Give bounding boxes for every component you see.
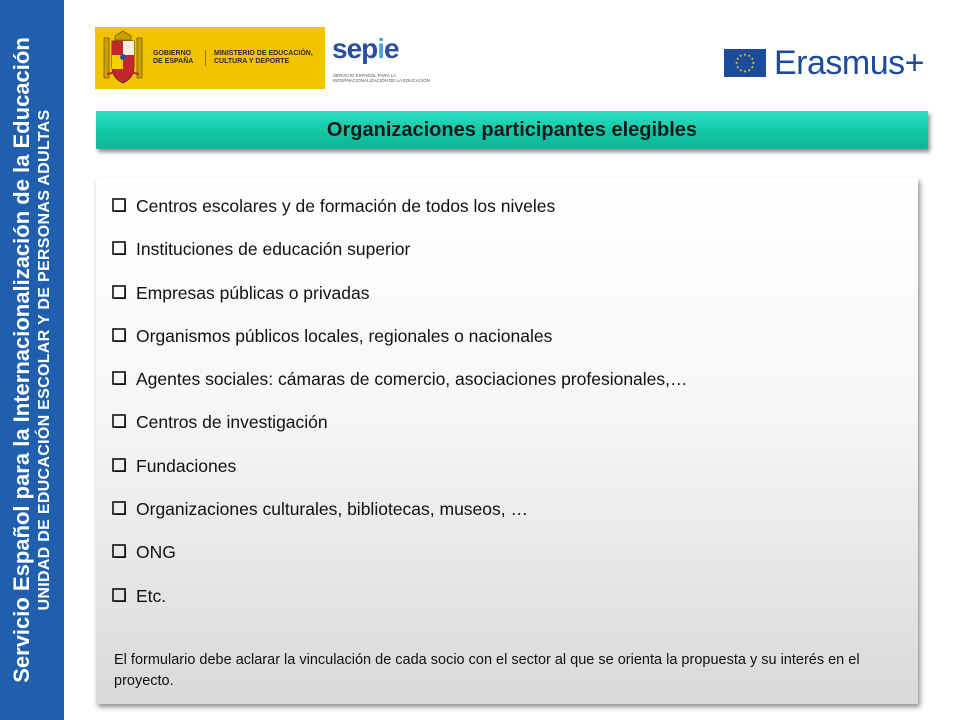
checkbox-bullet-icon (112, 501, 126, 515)
page-title: Organizaciones participantes elegibles (326, 118, 698, 141)
list-item-text: Fundaciones (136, 455, 237, 476)
checkbox-bullet-icon (112, 588, 126, 602)
list-item (112, 585, 688, 628)
eligible-organizations-list (112, 195, 688, 628)
ministry-name: MINISTERIO DE EDUCACIÓN, CULTURA Y DEPORTE (214, 50, 313, 65)
list-item-text: Centros escolares y de formación de todos los niveles (136, 196, 556, 216)
list-item-text: Instituciones de educación superior (136, 239, 411, 260)
list-item (112, 368, 688, 411)
list-item-text: Agentes sociales: cámaras de comercio, asociaciones profesionales,… (136, 369, 688, 390)
checkbox-bullet-icon (112, 198, 126, 212)
list-item (112, 541, 688, 584)
footnote: El formulario debe aclarar la vinculación de cada socio con el sector al que se orienta la propuesta y su interés en el proyecto. (114, 652, 860, 689)
government-name: GOBIERNO DE ESPAÑA (153, 50, 206, 66)
government-logo (95, 27, 325, 89)
sepie-wordmark: sepie (332, 33, 399, 64)
side-banner-title: Servicio Español para la Internacionalización de la Educación (9, 37, 34, 683)
list-item-text: ONG (136, 542, 176, 563)
checkbox-bullet-icon (112, 414, 126, 428)
content-panel (96, 178, 918, 704)
list-item-text: Etc. (136, 585, 167, 606)
erasmus-logo (724, 42, 924, 84)
checkbox-bullet-icon (112, 328, 126, 342)
side-banner-subtitle: UNIDAD DE EDUCACIÓN ESCOLAR Y DE PERSONAS ADULTAS (36, 109, 53, 611)
list-item (112, 282, 688, 325)
title-bar (96, 111, 928, 149)
eu-flag-icon (724, 43, 766, 83)
list-item (112, 498, 688, 541)
list-item-text: Organizaciones culturales, bibliotecas, museos, … (136, 499, 528, 520)
checkbox-bullet-icon (112, 544, 126, 558)
list-item-text: Organismos públicos locales, regionales o nacionales (136, 325, 553, 346)
checkbox-bullet-icon (112, 241, 126, 255)
sepie-logo (327, 27, 433, 89)
list-item (112, 411, 688, 454)
checkbox-bullet-icon (112, 371, 126, 385)
list-item (112, 195, 688, 238)
list-item-text: Centros de investigación (136, 412, 328, 433)
list-item-text: Empresas públicas o privadas (136, 282, 370, 303)
erasmus-wordmark: Erasmus+ (774, 43, 924, 82)
checkbox-bullet-icon (112, 285, 126, 299)
coat-of-arms-icon (101, 30, 145, 86)
list-item (112, 238, 688, 281)
list-item (112, 325, 688, 368)
list-item (112, 455, 688, 498)
sepie-subtitle: SERVICIO ESPAÑOL PARA LA INTERNACIONALIZACIÓN DE LA EDUCACIÓN (333, 73, 431, 83)
side-banner (0, 0, 64, 720)
checkbox-bullet-icon (112, 458, 126, 472)
